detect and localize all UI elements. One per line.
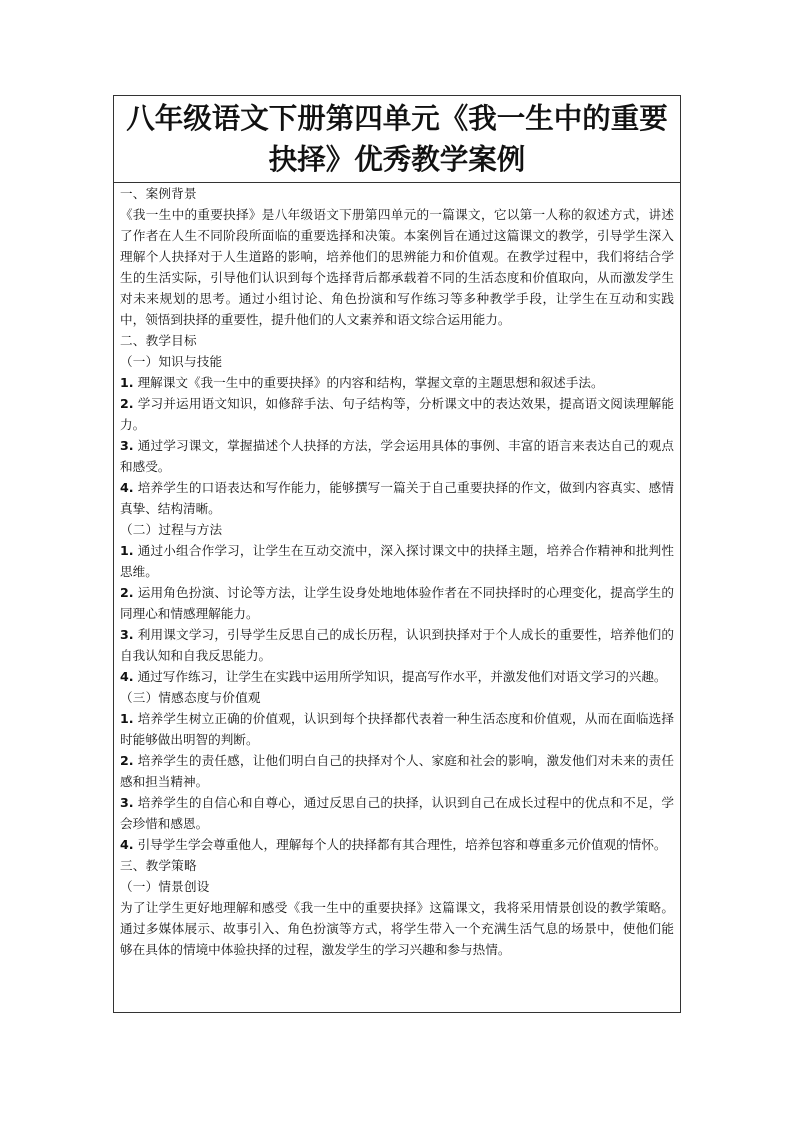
- section-heading: 二、教学目标: [120, 333, 197, 348]
- subsection-heading: （一）知识与技能: [120, 354, 223, 369]
- item-text: 培养学生的口语表达和写作能力，能够撰写一篇关于自己重要抉择的作文，做到内容真实、感情真挚、结构清晰。: [120, 480, 674, 516]
- item-number: 4.: [120, 480, 134, 495]
- list-item: [120, 792, 674, 834]
- subsection-heading: （二）过程与方法: [120, 522, 223, 537]
- item-text: 培养学生的责任感，让他们明白自己的抉择对个人、家庭和社会的影响，激发他们对未来的责任感和担当精神。: [120, 753, 674, 789]
- item-number: 4.: [120, 837, 134, 852]
- item-text: 利用课文学习，引导学生反思自己的成长历程，认识到抉择对于个人成长的重要性，培养他们的自我认知和自我反思能力。: [120, 627, 674, 663]
- list-item: [120, 624, 674, 666]
- list-item: [120, 582, 674, 624]
- item-text: 运用角色扮演、讨论等方法，让学生设身处地地体验作者在不同抉择时的心理变化，提高学生的同理心和情感理解能力。: [120, 585, 674, 621]
- item-text: 学习并运用语文知识，如修辞手法、句子结构等，分析课文中的表达效果，提高语文阅读理解能力。: [120, 396, 674, 432]
- document-content: [120, 183, 674, 960]
- list-item: [120, 393, 674, 435]
- item-number: 2.: [120, 585, 134, 600]
- list-item: [120, 372, 674, 393]
- item-number: 4.: [120, 669, 134, 684]
- document-frame: [113, 95, 681, 1013]
- item-number: 2.: [120, 753, 134, 768]
- item-number: 1.: [120, 711, 134, 726]
- item-number: 3.: [120, 795, 134, 810]
- item-number: 1.: [120, 543, 134, 558]
- section-heading: 三、教学策略: [120, 858, 197, 873]
- item-text: 通过小组合作学习，让学生在互动交流中，深入探讨课文中的抉择主题，培养合作精神和批判性思维。: [120, 543, 674, 579]
- list-item: [120, 435, 674, 477]
- item-text: 培养学生树立正确的价值观，认识到每个抉择都代表着一种生活态度和价值观，从而在面临选择时能够做出明智的判断。: [120, 711, 674, 747]
- subsection-heading: （一）情景创设: [120, 879, 210, 894]
- item-text: 培养学生的自信心和自尊心，通过反思自己的抉择，认识到自己在成长过程中的优点和不足，学会珍惜和感恩。: [120, 795, 674, 831]
- list-item: [120, 666, 674, 687]
- item-text: 理解课文《我一生中的重要抉择》的内容和结构，掌握文章的主题思想和叙述手法。: [133, 375, 604, 390]
- item-text: 通过写作练习，让学生在实践中运用所学知识，提高写作水平，并激发他们对语文学习的兴趣。: [133, 669, 667, 684]
- item-number: 3.: [120, 627, 134, 642]
- item-text: 通过学习课文，掌握描述个人抉择的方法，学会运用具体的事例、丰富的语言来表达自己的观点和感受。: [120, 438, 674, 474]
- document-title: 八年级语文下册第四单元《我一生中的重要抉择》优秀教学案例: [126, 101, 668, 176]
- item-number: 3.: [120, 438, 134, 453]
- list-item: [120, 834, 674, 855]
- item-text: 引导学生学会尊重他人，理解每个人的抉择都有其合理性，培养包容和尊重多元价值观的情怀。: [133, 837, 667, 852]
- list-item: [120, 750, 674, 792]
- title-row: [114, 98, 680, 183]
- paragraph: 为了让学生更好地理解和感受《我一生中的重要抉择》这篇课文，我将采用情景创设的教学策略。通过多媒体展示、故事引入、角色扮演等方式，将学生带入一个充满生活气息的场景中，使他们能够在具体的情境中体验抉择的过程，激发学生的学习兴趣和参与热情。: [120, 900, 674, 957]
- subsection-heading: （三）情感态度与价值观: [120, 690, 261, 705]
- list-item: [120, 477, 674, 519]
- item-number: 2.: [120, 396, 134, 411]
- list-item: [120, 708, 674, 750]
- list-item: [120, 540, 674, 582]
- paragraph: 《我一生中的重要抉择》是八年级语文下册第四单元的一篇课文，它以第一人称的叙述方式，讲述了作者在人生不同阶段所面临的重要选择和决策。本案例旨在通过这篇课文的教学，引导学生深入理解个人抉择对于人生道路的影响，培养他们的思辨能力和价值观。在教学过程中，我们将结合学生的生活实际，引导他们认识到每个选择背后都承载着不同的生活态度和价值取向，从而激发学生对未来规划的思考。通过小组讨论、角色扮演和写作练习等多种教学手段，让学生在互动和实践中，领悟到抉择的重要性，提升他们的人文素养和语文综合运用能力。: [120, 207, 674, 327]
- item-number: 1.: [120, 375, 134, 390]
- section-heading: 一、案例背景: [120, 186, 197, 201]
